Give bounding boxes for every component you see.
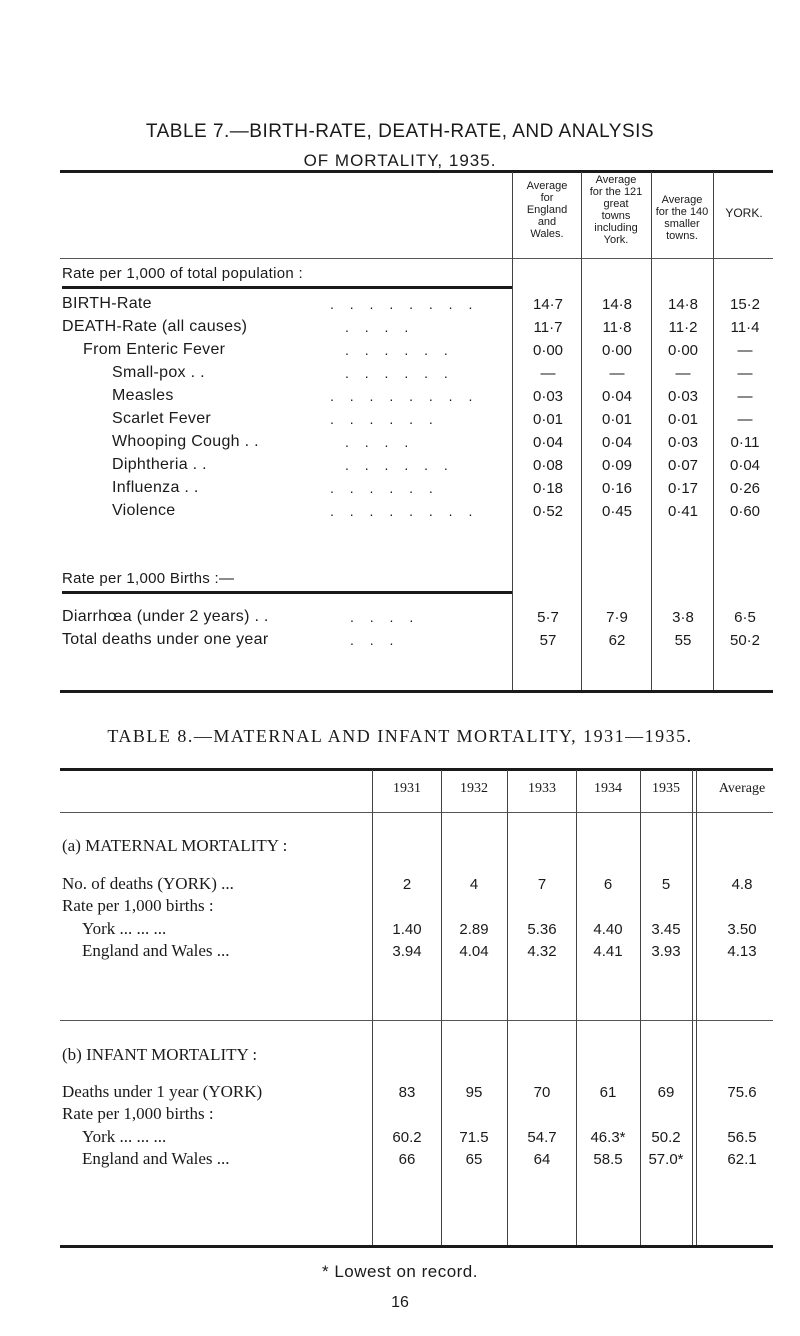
table7-cell: — xyxy=(675,365,691,382)
table7-header-rule xyxy=(60,258,773,259)
table7-cell: 0·16 xyxy=(601,480,633,497)
table7-cell: 0·09 xyxy=(601,457,633,474)
table8-cell: 4.40 xyxy=(593,921,623,938)
table7-cell: 0·11 xyxy=(730,434,760,451)
table8-cell: 1.40 xyxy=(392,921,422,938)
table8-cell: 66 xyxy=(398,1151,416,1168)
table7-col-divider xyxy=(713,172,714,690)
table7-title: TABLE 7.—BIRTH-RATE, DEATH-RATE, AND ANALYSIS xyxy=(145,121,655,142)
table7-cell: 0·00 xyxy=(667,342,699,359)
table8-col-divider xyxy=(372,770,373,1245)
table8-cell: 70 xyxy=(533,1084,551,1101)
table8-col-divider xyxy=(640,770,641,1245)
table8-cell: 4.04 xyxy=(459,943,489,960)
table7-row-label: BIRTH-Rate xyxy=(62,295,152,312)
table7-cell: 0·03 xyxy=(532,388,564,405)
table8-cell: 4.13 xyxy=(727,943,757,960)
table7-cell: 57 xyxy=(539,632,557,649)
table7-leader-dots: . . . . . . xyxy=(345,365,454,381)
page-number: 16 xyxy=(391,1294,409,1311)
table8-row-label: Rate per 1,000 births : xyxy=(62,1104,214,1123)
table8-cell: 4.8 xyxy=(731,876,753,893)
table7-cell: 5·7 xyxy=(537,609,559,626)
table8-column-header: Average xyxy=(718,781,766,796)
table7-header-smaller-towns: Average for the 140 smaller towns. xyxy=(655,194,709,242)
table7-cell: — xyxy=(609,365,625,382)
table7-cell: 0·07 xyxy=(667,457,699,474)
table8-cell: 4.32 xyxy=(527,943,557,960)
table8-cell: 95 xyxy=(465,1084,483,1101)
table8-cell: 83 xyxy=(398,1084,416,1101)
table8-cell: 75.6 xyxy=(727,1084,757,1101)
table7-cell: 0·52 xyxy=(532,503,564,520)
table7-row-label: Diarrhœa (under 2 years) . . xyxy=(62,608,269,625)
table7-cell: 0·00 xyxy=(532,342,564,359)
table7-cell: 0·18 xyxy=(532,480,564,497)
table7-row-label: Violence xyxy=(112,502,176,519)
table7-cell: — xyxy=(737,342,753,359)
table7-cell: 50·2 xyxy=(729,632,761,649)
table7-cell: 0·01 xyxy=(667,411,699,428)
table7-row-label: Small-pox . . xyxy=(112,364,205,381)
table7-cell: 14·8 xyxy=(667,296,699,313)
table8-row-label: York ... ... ... xyxy=(82,1127,167,1146)
table8-cell: 57.0* xyxy=(648,1151,684,1168)
table8-cell: 3.45 xyxy=(651,921,681,938)
table7-subtitle: OF MORTALITY, 1935. xyxy=(303,151,497,170)
table8-cell: 58.5 xyxy=(593,1151,623,1168)
table8-header-rule xyxy=(60,812,773,813)
table7-cell: 0·04 xyxy=(601,434,633,451)
table7-cell: 11·7 xyxy=(533,319,563,336)
table7-row-label: Total deaths under one year xyxy=(62,631,269,648)
table7-col-divider xyxy=(651,172,652,690)
table7-leader-dots: . . . . . . xyxy=(345,457,454,473)
table8-column-header: 1932 xyxy=(460,781,488,796)
table7-leader-dots: . . . . . . . . xyxy=(330,503,479,519)
table8-cell: 62.1 xyxy=(727,1151,757,1168)
footnote: * Lowest on record. xyxy=(322,1262,478,1281)
table8-col-divider xyxy=(692,770,693,1245)
table8-top-rule xyxy=(60,768,773,771)
table7-cell: 62 xyxy=(608,632,626,649)
table7-row-label: Measles xyxy=(112,387,174,404)
section-underline xyxy=(62,591,512,594)
table8-section-maternal: (a) MATERNAL MORTALITY : xyxy=(62,836,288,855)
table8-cell: 61 xyxy=(599,1084,617,1101)
table7-leader-dots: . . . . xyxy=(345,319,415,335)
table7-leader-dots: . . . . . . xyxy=(330,480,439,496)
table8-cell: 56.5 xyxy=(727,1129,757,1146)
table8-cell: 2 xyxy=(402,876,412,893)
table8-cell: 71.5 xyxy=(459,1129,489,1146)
table7-cell: 15·2 xyxy=(729,296,761,313)
table8-column-header: 1933 xyxy=(528,781,556,796)
table7-cell: — xyxy=(540,365,556,382)
table7-cell: 7·9 xyxy=(606,609,628,626)
table7-cell: 0·04 xyxy=(601,388,633,405)
table7-top-rule xyxy=(60,170,773,173)
table7-cell: 0·60 xyxy=(729,503,761,520)
table7-cell: 0·08 xyxy=(532,457,564,474)
table7-leader-dots: . . . . . . xyxy=(330,411,439,427)
table7-leader-dots: . . . . . . . . xyxy=(330,388,479,404)
table8-section-infant: (b) INFANT MORTALITY : xyxy=(62,1045,258,1064)
table7-leader-dots: . . . . . . xyxy=(345,342,454,358)
table7-header-york: YORK. xyxy=(725,206,763,220)
table8-cell: 3.93 xyxy=(651,943,681,960)
table8-cell: 69 xyxy=(657,1084,675,1101)
table8-row-label: Rate per 1,000 births : xyxy=(62,896,214,915)
table7-leader-dots: . . . xyxy=(350,632,400,648)
table7-cell: 0·26 xyxy=(729,480,761,497)
table8-bottom-rule xyxy=(60,1245,773,1248)
table7-row-label: Diphtheria . . xyxy=(112,456,207,473)
table7-col-divider xyxy=(512,172,513,690)
table8-row-label: No. of deaths (YORK) ... xyxy=(62,874,234,893)
table8-cell: 3.94 xyxy=(392,943,422,960)
table8-row-label: York ... ... ... xyxy=(82,919,167,938)
table7-section-population: Rate per 1,000 of total population : xyxy=(62,265,303,282)
table7-cell: 0·17 xyxy=(667,480,699,497)
table8-cell: 5.36 xyxy=(527,921,557,938)
table7-row-label: From Enteric Fever xyxy=(83,341,226,358)
table7-leader-dots: . . . . xyxy=(345,434,415,450)
table8-cell: 64 xyxy=(533,1151,551,1168)
table8-cell: 46.3* xyxy=(590,1129,626,1146)
table8-column-header: 1934 xyxy=(594,781,622,796)
table7-col-divider xyxy=(581,172,582,690)
section-underline xyxy=(62,286,512,289)
table7-cell: 11·4 xyxy=(730,319,760,336)
table8-column-header: 1931 xyxy=(393,781,421,796)
table8-cell: 7 xyxy=(537,876,547,893)
table7-cell: 14·8 xyxy=(601,296,633,313)
table8-col-divider xyxy=(507,770,508,1245)
table7-cell: 0·41 xyxy=(667,503,699,520)
table7-cell: 0·03 xyxy=(667,434,699,451)
table8-cell: 6 xyxy=(603,876,613,893)
table8-cell: 5 xyxy=(661,876,671,893)
table7-cell: 0·01 xyxy=(601,411,633,428)
table8-row-label: England and Wales ... xyxy=(82,1149,230,1168)
table7-cell: 0·04 xyxy=(729,457,761,474)
table7-cell: 11·8 xyxy=(602,319,632,336)
table7-cell: — xyxy=(737,411,753,428)
table8-col-divider xyxy=(441,770,442,1245)
table8-row-label: England and Wales ... xyxy=(82,941,230,960)
table7-cell: 14·7 xyxy=(532,296,564,313)
table7-cell: 0·01 xyxy=(532,411,564,428)
table7-row-label: Scarlet Fever xyxy=(112,410,212,427)
table8-cell: 4 xyxy=(469,876,479,893)
table7-cell: 11·2 xyxy=(668,319,698,336)
table8-cell: 65 xyxy=(465,1151,483,1168)
table8-cell: 3.50 xyxy=(727,921,757,938)
table8-col-divider xyxy=(696,770,697,1245)
table8-column-header: 1935 xyxy=(652,781,680,796)
table7-bottom-rule xyxy=(60,690,773,693)
table7-cell: 0·04 xyxy=(532,434,564,451)
table7-row-label: DEATH-Rate (all causes) xyxy=(62,318,248,335)
table7-cell: 55 xyxy=(674,632,692,649)
table8-cell: 54.7 xyxy=(527,1129,557,1146)
table8-section-rule xyxy=(60,1020,773,1021)
table7-cell: — xyxy=(737,365,753,382)
table8-cell: 2.89 xyxy=(459,921,489,938)
table7-cell: 3·8 xyxy=(672,609,694,626)
table7-cell: 6·5 xyxy=(734,609,756,626)
table7-header-great-towns: Average for the 121 great towns including York. xyxy=(589,174,643,246)
table8-cell: 60.2 xyxy=(392,1129,422,1146)
table8-cell: 50.2 xyxy=(651,1129,681,1146)
table7-row-label: Influenza . . xyxy=(112,479,199,496)
table7-cell: — xyxy=(737,388,753,405)
table8-col-divider xyxy=(576,770,577,1245)
table7-section-births: Rate per 1,000 Births :— xyxy=(62,570,235,587)
table7-cell: 0·45 xyxy=(601,503,633,520)
table7-leader-dots: . . . . . . . . xyxy=(330,296,479,312)
table8-title: TABLE 8.—MATERNAL AND INFANT MORTALITY, 1931—1935. xyxy=(107,726,693,746)
table7-cell: 0·00 xyxy=(601,342,633,359)
table7-row-label: Whooping Cough . . xyxy=(112,433,259,450)
table7-header-england-wales: Average for England and Wales. xyxy=(526,180,568,240)
table8-row-label: Deaths under 1 year (YORK) xyxy=(62,1082,263,1101)
table8-cell: 4.41 xyxy=(593,943,623,960)
table7-cell: 0·03 xyxy=(667,388,699,405)
table7-leader-dots: . . . . xyxy=(350,609,420,625)
